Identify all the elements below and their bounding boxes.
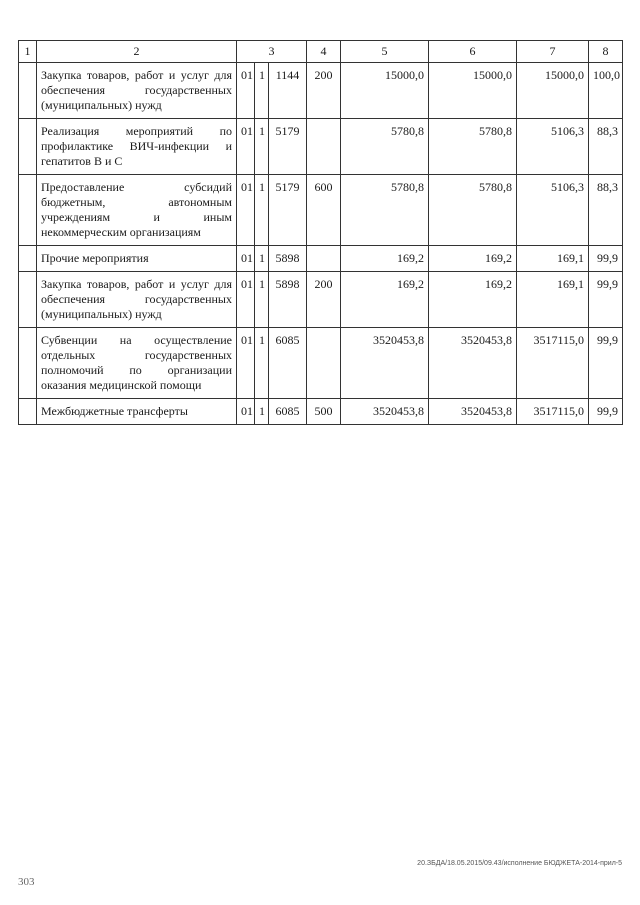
- cell-col-7: 3517115,0: [517, 399, 589, 425]
- cell-code-a: 01: [237, 175, 255, 246]
- table-row: [19, 119, 623, 175]
- table-row: [19, 272, 623, 328]
- cell-code-c: 6085: [269, 328, 307, 399]
- header-col-2: 2: [37, 41, 237, 63]
- cell-col-4: [307, 246, 341, 272]
- header-col-1: 1: [19, 41, 37, 63]
- cell-col-7: 15000,0: [517, 63, 589, 119]
- header-col-4: 4: [307, 41, 341, 63]
- cell-col-1: [19, 246, 37, 272]
- cell-col-4: 200: [307, 63, 341, 119]
- cell-code-a: 01: [237, 246, 255, 272]
- cell-col-5: 3520453,8: [341, 399, 429, 425]
- cell-col-1: [19, 63, 37, 119]
- cell-code-a: 01: [237, 399, 255, 425]
- table-container: [18, 40, 622, 425]
- cell-col-6: 169,2: [429, 246, 517, 272]
- cell-col-7: 5106,3: [517, 175, 589, 246]
- cell-code-b: 1: [255, 246, 269, 272]
- cell-col-8: 88,3: [589, 175, 623, 246]
- cell-code-c: 1144: [269, 63, 307, 119]
- cell-col-5: 5780,8: [341, 175, 429, 246]
- header-col-7: 7: [517, 41, 589, 63]
- table-row: [19, 175, 623, 246]
- cell-col-4: [307, 328, 341, 399]
- cell-code-a: 01: [237, 328, 255, 399]
- table-row: [19, 246, 623, 272]
- cell-code-c: 5898: [269, 246, 307, 272]
- table-row: [19, 63, 623, 119]
- cell-name: Субвенции на осуществление отдельных государственных полномочий по организации оказания медицинской помощи: [37, 328, 237, 399]
- cell-col-5: 169,2: [341, 272, 429, 328]
- cell-col-1: [19, 272, 37, 328]
- file-path-note: 20.ЗБДА/18.05.2015/09.43/исполнение БЮДЖЕТА-2014-прил-5: [417, 860, 622, 867]
- cell-col-1: [19, 119, 37, 175]
- cell-col-8: 99,9: [589, 246, 623, 272]
- table-row: [19, 328, 623, 399]
- table-header-row: [19, 41, 623, 63]
- cell-code-a: 01: [237, 119, 255, 175]
- cell-name: Реализация мероприятий по профилактике ВИЧ-инфекции и гепатитов В и С: [37, 119, 237, 175]
- cell-col-7: 3517115,0: [517, 328, 589, 399]
- cell-col-6: 169,2: [429, 272, 517, 328]
- cell-code-c: 5179: [269, 175, 307, 246]
- cell-col-6: 5780,8: [429, 119, 517, 175]
- cell-col-7: 5106,3: [517, 119, 589, 175]
- cell-col-4: 600: [307, 175, 341, 246]
- cell-col-8: 99,9: [589, 272, 623, 328]
- cell-col-6: 15000,0: [429, 63, 517, 119]
- cell-code-a: 01: [237, 63, 255, 119]
- cell-col-8: 99,9: [589, 399, 623, 425]
- cell-code-b: 1: [255, 328, 269, 399]
- cell-name: Предоставление субсидий бюджетным, автономным учреждениям и иным некоммерческим организациям: [37, 175, 237, 246]
- cell-col-1: [19, 175, 37, 246]
- table-row: [19, 399, 623, 425]
- cell-code-c: 5179: [269, 119, 307, 175]
- cell-name: Межбюджетные трансферты: [37, 399, 237, 425]
- cell-code-a: 01: [237, 272, 255, 328]
- cell-name: Прочие мероприятия: [37, 246, 237, 272]
- cell-name: Закупка товаров, работ и услуг для обеспечения государственных (муниципальных) нужд: [37, 63, 237, 119]
- cell-name: Закупка товаров, работ и услуг для обеспечения государственных (муниципальных) нужд: [37, 272, 237, 328]
- cell-col-6: 3520453,8: [429, 399, 517, 425]
- cell-col-5: 5780,8: [341, 119, 429, 175]
- cell-col-6: 3520453,8: [429, 328, 517, 399]
- cell-code-b: 1: [255, 63, 269, 119]
- cell-code-b: 1: [255, 399, 269, 425]
- header-col-5: 5: [341, 41, 429, 63]
- cell-col-4: 500: [307, 399, 341, 425]
- cell-col-8: 99,9: [589, 328, 623, 399]
- cell-col-1: [19, 328, 37, 399]
- header-col-8: 8: [589, 41, 623, 63]
- cell-col-7: 169,1: [517, 272, 589, 328]
- cell-code-b: 1: [255, 119, 269, 175]
- cell-col-5: 15000,0: [341, 63, 429, 119]
- cell-code-c: 5898: [269, 272, 307, 328]
- cell-col-8: 88,3: [589, 119, 623, 175]
- table-body: [19, 63, 623, 425]
- budget-table: [18, 40, 623, 425]
- page-number: 303: [18, 876, 35, 888]
- cell-col-5: 169,2: [341, 246, 429, 272]
- cell-col-8: 100,0: [589, 63, 623, 119]
- cell-col-6: 5780,8: [429, 175, 517, 246]
- header-col-3: 3: [237, 41, 307, 63]
- cell-code-b: 1: [255, 175, 269, 246]
- cell-col-7: 169,1: [517, 246, 589, 272]
- cell-col-4: 200: [307, 272, 341, 328]
- cell-col-5: 3520453,8: [341, 328, 429, 399]
- cell-col-4: [307, 119, 341, 175]
- header-col-6: 6: [429, 41, 517, 63]
- cell-code-c: 6085: [269, 399, 307, 425]
- cell-code-b: 1: [255, 272, 269, 328]
- cell-col-1: [19, 399, 37, 425]
